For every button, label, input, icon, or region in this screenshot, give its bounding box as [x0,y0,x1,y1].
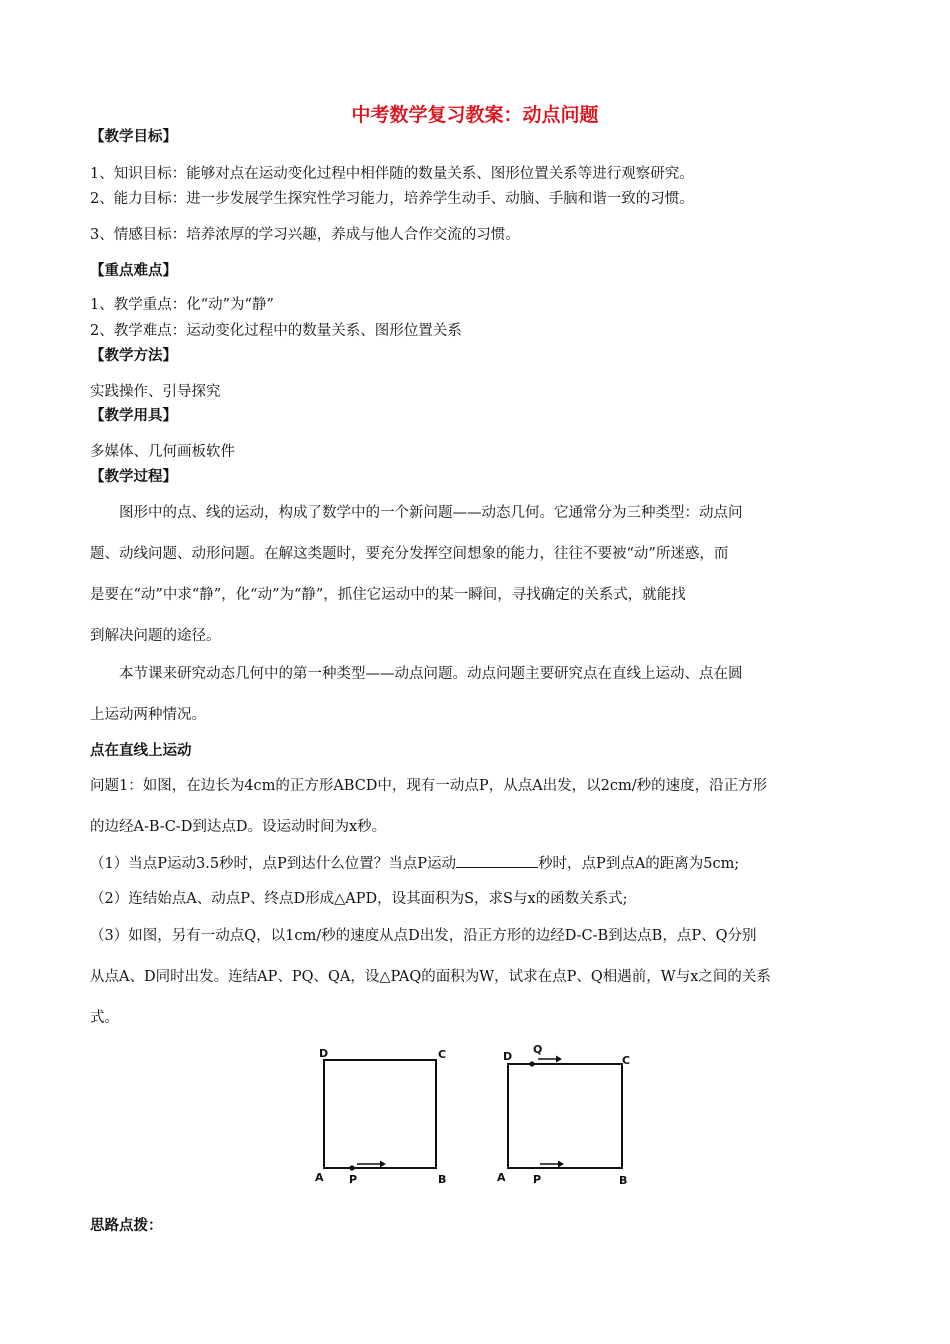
line-motion-heading: 点在直线上运动 [90,743,192,759]
answer-blank [456,853,538,868]
figure-left [315,1047,446,1186]
tools-heading: 【教学用具】 [90,408,177,424]
hint-heading: 思路点拨： [90,1218,163,1234]
label-q: Q [533,1043,543,1056]
key-point-item: 1、教学重点：化“动”为“静” [90,297,274,313]
arrow-head [556,1056,562,1063]
question-2: （2）连结始点A、动点P、终点D形成△APD，设其面积为S，求S与x的函数关系式; [90,891,628,907]
label-b: B [438,1173,447,1186]
question-3-line: 从点A、D同时出发。连结AP、PQ、QA，设△PAQ的面积为W，试求在点P、Q相遇前，W与x之间的关系 [90,969,771,985]
label-a: A [315,1171,324,1184]
problem-statement-line: 的边经A-B-C-D到达点D。设运动时间为x秒。 [90,819,387,835]
problem-statement-line: 问题1：如图，在边长为4cm的正方形ABCD中，现有一动点P，从点A出发，以2cm/秒的速度，沿正方形 [90,778,768,794]
label-p: P [533,1173,542,1186]
square-abcd [324,1060,436,1168]
label-p: P [349,1173,358,1186]
figure-right [497,1043,630,1187]
label-d: D [503,1050,513,1063]
method-text: 实践操作、引导探究 [90,384,221,400]
arrow-head [380,1161,386,1168]
process-paragraph-line: 题、动线问题、动形问题。在解这类题时，要充分发挥空间想象的能力，往往不要被“动”所迷惑，而 [90,546,729,562]
document-title: 中考数学复习教案：动点问题 [351,104,599,126]
label-c: C [622,1054,631,1067]
process-paragraph-line: 图形中的点、线的运动，构成了数学中的一个新问题——动态几何。它通常分为三种类型：动点问 [119,505,743,521]
label-b: B [619,1174,628,1187]
process-paragraph-line: 是要在“动”中求“静”，化“动”为“静”，抓住它运动中的某一瞬间，寻找确定的关系式，就能找 [90,587,686,603]
point-p-dot [349,1165,354,1170]
tools-text: 多媒体、几何画板软件 [90,444,235,460]
difficulty-item: 2、教学难点：运动变化过程中的数量关系、图形位置关系 [90,323,462,339]
goals-heading: 【教学目标】 [90,129,177,145]
arrow-head [558,1161,564,1168]
label-a: A [497,1171,506,1184]
process-paragraph-line: 本节课来研究动态几何中的第一种类型——动点问题。动点问题主要研究点在直线上运动、点在圆 [119,666,743,682]
method-heading: 【教学方法】 [90,348,177,364]
question-3-line: 式。 [90,1010,119,1026]
square-figures [300,1038,660,1198]
process-paragraph-line: 到解决问题的途径。 [90,628,221,644]
key-points-heading: 【重点难点】 [90,263,177,279]
point-q-dot [529,1061,534,1066]
question-3-line: （3）如图，另有一动点Q，以1cm/秒的速度从点D出发，沿正方形的边经D-C-B到达点B，点P、Q分别 [90,928,757,944]
question-1-after: 秒时，点P到点A的距离为5cm; [538,856,740,872]
question-1-before: （1）当点P运动3.5秒时，点P到达什么位置？当点P运动 [90,856,457,872]
goal-item-ability: 2、能力目标：进一步发展学生探究性学习能力，培养学生动手、动脑、手脑和谐一致的习惯。 [90,191,694,207]
question-1 [90,853,739,874]
square-abcd [508,1064,622,1168]
label-c: C [438,1048,447,1061]
process-heading: 【教学过程】 [90,469,177,485]
process-paragraph-line: 上运动两种情况。 [90,707,206,723]
goal-item-knowledge: 1、知识目标：能够对点在运动变化过程中相伴随的数量关系、图形位置关系等进行观察研究。 [90,166,694,182]
goal-item-emotion: 3、情感目标：培养浓厚的学习兴趣，养成与他人合作交流的习惯。 [90,227,520,243]
label-d: D [319,1047,329,1060]
